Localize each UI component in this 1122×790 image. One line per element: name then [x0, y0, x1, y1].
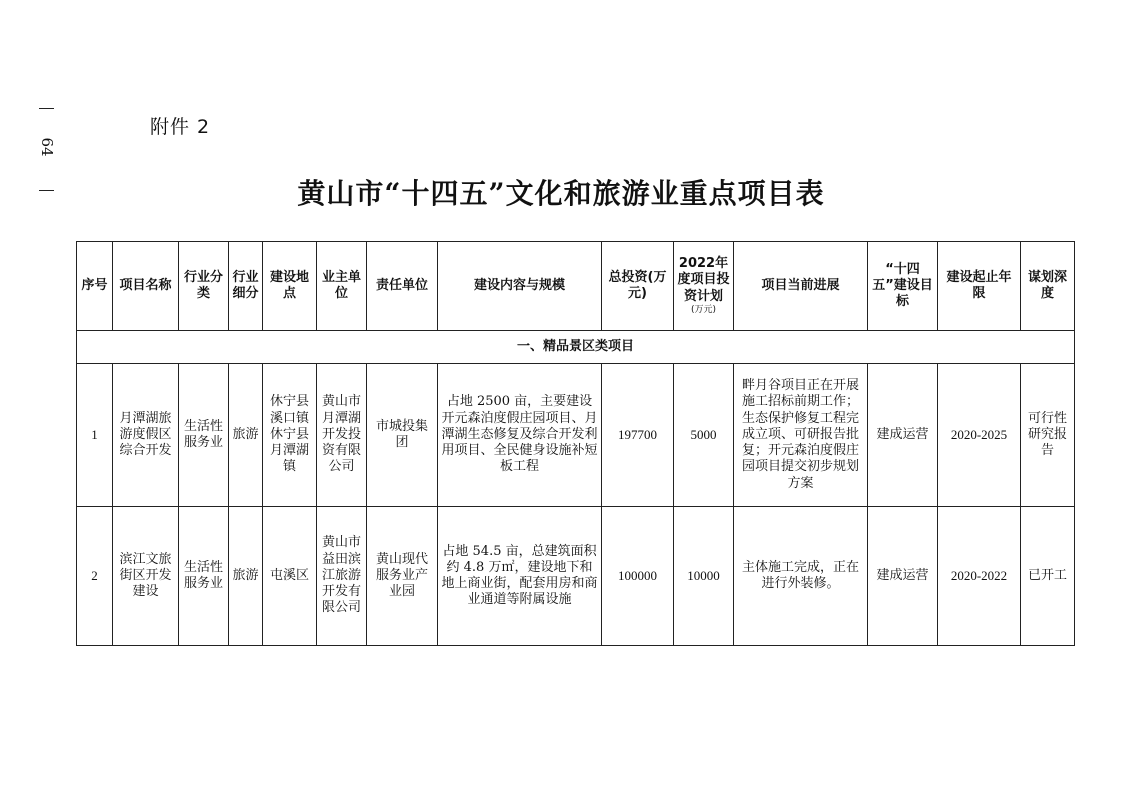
cell-responsible: 市城投集团: [367, 364, 438, 507]
attachment-label: 附件 2: [150, 116, 211, 138]
header-period: 建设起止年限: [938, 242, 1021, 331]
header-plan-2022-label: 2022年度项目投资计划: [677, 256, 730, 304]
cell-progress: 畔月谷项目正在开展施工招标前期工作；生态保护修复工程完成立项、可研报告批复；开元森泊度假庄园项目提交初步规划方案: [734, 364, 868, 507]
cell-industry-sub: 旅游: [229, 507, 263, 646]
cell-period: 2020-2025: [938, 364, 1021, 507]
header-industry-sub: 行业细分: [229, 242, 263, 331]
cell-industry-sub: 旅游: [229, 364, 263, 507]
header-name: 项目名称: [113, 242, 179, 331]
cell-content: 占地 54.5 亩，总建筑面积约 4.8 万㎡，建设地下和地上商业街，配套用房和商业通道等附属设施: [438, 507, 602, 646]
cell-plan-2022: 10000: [674, 507, 734, 646]
cell-progress: 主体施工完成，正在进行外装修。: [734, 507, 868, 646]
cell-industry-class: 生活性服务业: [179, 507, 229, 646]
cell-location: 屯溪区: [263, 507, 317, 646]
header-responsible: 责任单位: [367, 242, 438, 331]
cell-industry-class: 生活性服务业: [179, 364, 229, 507]
header-content: 建设内容与规模: [438, 242, 602, 331]
cell-plan-2022: 5000: [674, 364, 734, 507]
projects-table: [76, 241, 1075, 646]
table-header-row: [77, 242, 1075, 331]
cell-responsible: 黄山现代服务业产业园: [367, 507, 438, 646]
cell-location: 休宁县溪口镇休宁县月潭湖镇: [263, 364, 317, 507]
cell-seq: 2: [77, 507, 113, 646]
page-number-dash-top: [39, 108, 54, 109]
table-row: [77, 507, 1075, 646]
cell-total-investment: 100000: [602, 507, 674, 646]
header-total-investment: 总投资(万元): [602, 242, 674, 331]
cell-content: 占地 2500 亩，主要建设开元森泊度假庄园项目、月潭湖生态修复及综合开发利用项目、全民健身设施补短板工程: [438, 364, 602, 507]
cell-name: 月潭湖旅游度假区综合开发: [113, 364, 179, 507]
header-target: “十四五”建设目标: [868, 242, 938, 331]
header-location: 建设地点: [263, 242, 317, 331]
header-seq: 序号: [77, 242, 113, 331]
cell-depth: 已开工: [1021, 507, 1075, 646]
cell-target: 建成运营: [868, 507, 938, 646]
header-plan-2022: [674, 242, 734, 331]
cell-total-investment: 197700: [602, 364, 674, 507]
section-title: 一、精品景区类项目: [77, 331, 1075, 364]
cell-target: 建成运营: [868, 364, 938, 507]
cell-period: 2020-2022: [938, 507, 1021, 646]
cell-name: 滨江文旅街区开发建设: [113, 507, 179, 646]
header-plan-2022-unit: (万元): [690, 304, 717, 315]
cell-depth: 可行性研究报告: [1021, 364, 1075, 507]
header-industry-class: 行业分类: [179, 242, 229, 331]
section-row: [77, 331, 1075, 364]
cell-owner: 黄山市月潭湖开发投资有限公司: [317, 364, 367, 507]
page-number-value: 64: [38, 137, 56, 157]
table-row: [77, 364, 1075, 507]
cell-seq: 1: [77, 364, 113, 507]
header-owner: 业主单位: [317, 242, 367, 331]
cell-owner: 黄山市益田滨江旅游开发有限公司: [317, 507, 367, 646]
header-depth: 谋划深度: [1021, 242, 1075, 331]
header-progress: 项目当前进展: [734, 242, 868, 331]
page-title: 黄山市“十四五”文化和旅游业重点项目表: [297, 177, 825, 210]
